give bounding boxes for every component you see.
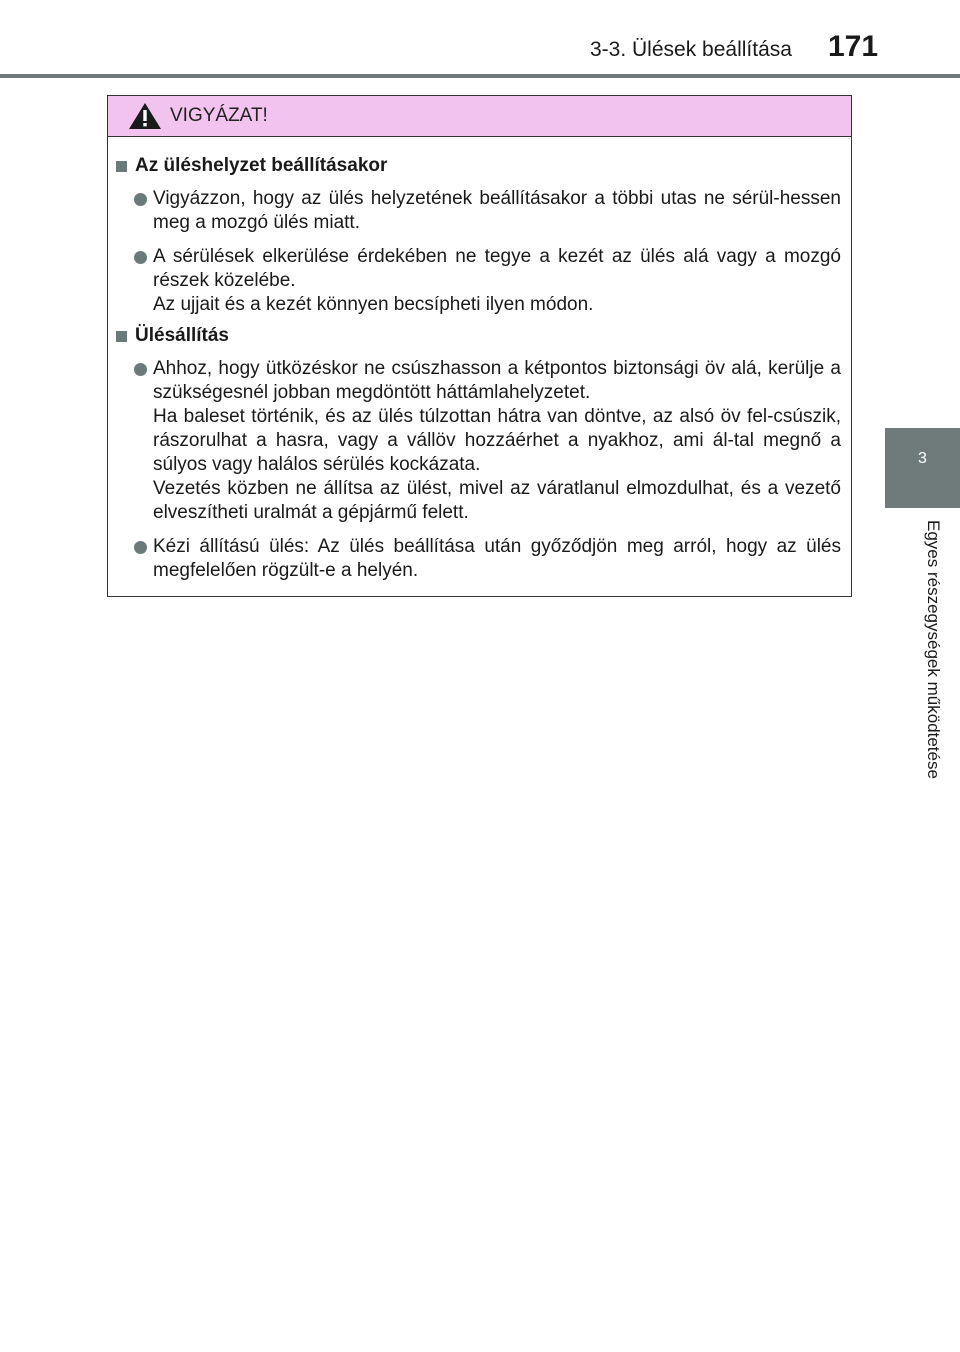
- warning-header: [108, 96, 851, 137]
- round-bullet-icon: [134, 251, 147, 264]
- square-bullet-icon: [116, 331, 127, 342]
- chapter-tab: [885, 428, 960, 508]
- warning-body: [108, 137, 851, 583]
- list-item-text: Kézi állítású ülés: Az ülés beállítása után győződjön meg arról, hogy az ülés megfelelően rögzült-e a helyén.: [153, 536, 841, 581]
- warning-title: VIGYÁZAT!: [170, 105, 268, 126]
- list-item: [116, 535, 841, 583]
- list-item-text: Ha baleset történik, és az ülés túlzottan hátra van döntve, az alsó öv fel-csúszik, rászorulhat a hasra, vagy a vállöv hozzáérhet a nyakhoz, ami ál-tal megnő a súlyos vagy halálos sérülés kockázata.: [153, 406, 841, 475]
- list-item: [116, 357, 841, 525]
- running-header-title: 3-3. Ülések beállítása: [590, 38, 792, 61]
- chapter-number: 3: [918, 450, 927, 467]
- list-item: [116, 187, 841, 235]
- section-heading-text: Ülésállítás: [135, 325, 229, 346]
- list-item: [116, 245, 841, 317]
- list-item-text: Vezetés közben ne állítsa az ülést, mivel az váratlanul elmozdulhat, és a vezető elveszítheti uralmát a gépjármű felett.: [153, 478, 841, 523]
- square-bullet-icon: [116, 161, 127, 172]
- warning-box: [107, 95, 852, 597]
- round-bullet-icon: [134, 193, 147, 206]
- round-bullet-icon: [134, 541, 147, 554]
- header-rule: [0, 74, 960, 78]
- list-item-text: Vigyázzon, hogy az ülés helyzetének beállításakor a többi utas ne sérül-hessen meg a mozgó ülés miatt.: [153, 188, 841, 233]
- list-item-text: A sérülések elkerülése érdekében ne tegye a kezét az ülés alá vagy a mozgó részek közelébe.: [153, 246, 841, 291]
- chapter-label: Egyes részegységek működtetése: [924, 520, 943, 779]
- section-heading: [116, 325, 841, 347]
- section-heading-text: Az üléshelyzet beállításakor: [135, 155, 388, 176]
- list-item-text: Az ujjait és a kezét könnyen becsípheti ilyen módon.: [153, 294, 594, 315]
- list-item-text: Ahhoz, hogy ütközéskor ne csúszhasson a kétpontos biztonsági öv alá, kerülje a szükségesnél jobban megdöntött háttámlahelyzetet.: [153, 358, 841, 403]
- warning-triangle-icon: [128, 102, 162, 130]
- section-heading: [116, 155, 841, 177]
- page-number: 171: [828, 30, 879, 63]
- round-bullet-icon: [134, 363, 147, 376]
